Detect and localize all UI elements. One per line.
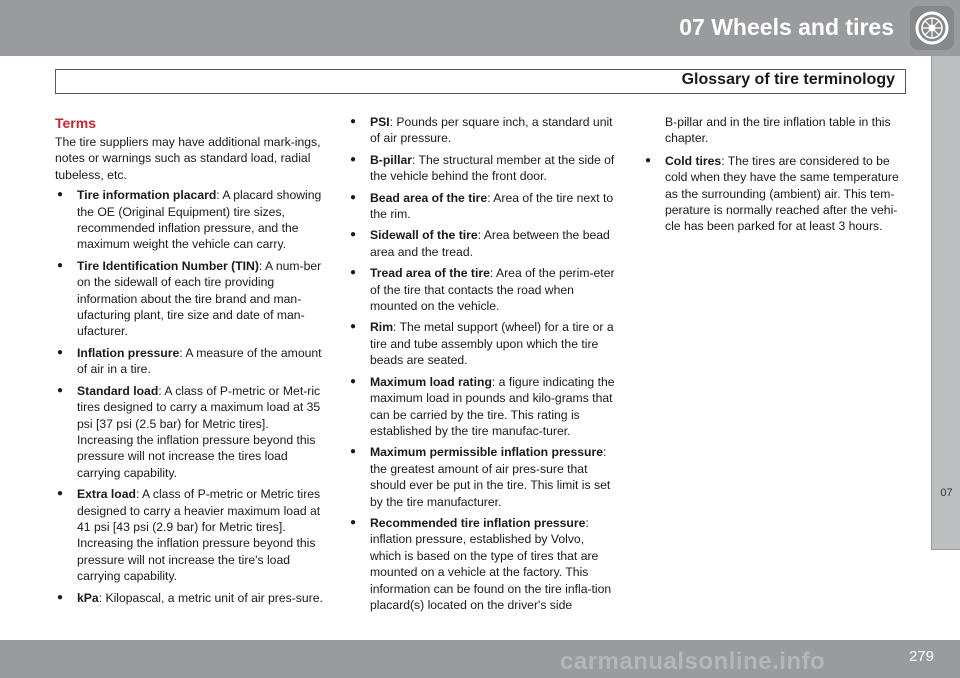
chapter-tab-label: 07 <box>940 487 953 499</box>
terms-heading: Terms <box>55 115 96 131</box>
term-definition: : A measure of the amount of air in a tire. <box>77 345 322 377</box>
terms-list-col2 <box>348 114 616 613</box>
list-item <box>55 590 326 606</box>
watermark: carmanualsonline.info <box>560 648 826 675</box>
intro-paragraph: The tire suppliers may have additional mark-ings, notes or warnings such as standard load, radial tubeless, etc. <box>55 135 321 182</box>
list-item <box>55 187 326 253</box>
list-item <box>348 152 616 185</box>
term-name: Tire Identification Number (TIN) <box>77 258 259 273</box>
term-definition: : Pounds per square inch, a standard unit of air pressure. <box>370 115 613 146</box>
list-item <box>348 265 616 314</box>
term-name: PSI <box>370 115 390 129</box>
chapter-title: 07 Wheels and tires <box>679 14 894 40</box>
list-item <box>55 486 326 584</box>
term-definition: : Area of the perim-eter of the tire that contacts the road when mounted on the vehicle. <box>370 266 615 314</box>
list-item <box>643 153 908 235</box>
bullet-icon: ● <box>350 446 357 458</box>
bullet-icon: ● <box>350 229 357 241</box>
term-definition: : Kilopascal, a metric unit of air pres-sure. <box>98 590 323 605</box>
list-item <box>348 374 616 440</box>
list-item <box>348 190 616 223</box>
term-name: Extra load <box>77 487 136 502</box>
term-name: Maximum permissible inflation pressure <box>370 445 603 460</box>
section-bar <box>55 69 906 94</box>
term-name: Bead area of the tire <box>370 190 488 205</box>
header-band <box>0 0 960 56</box>
term-name: Sidewall of the tire <box>370 228 478 243</box>
list-item <box>348 444 616 510</box>
term-name: Standard load <box>77 383 159 398</box>
term-name: Tire information placard <box>77 188 217 203</box>
term-name: kPa <box>77 590 99 605</box>
term-name: Inflation pressure <box>77 345 180 360</box>
bullet-icon: ● <box>350 153 357 165</box>
term-definition: : A placard showing the OE (Original Equipment) tire sizes, recommended inflation pressure, and the maximum weight the vehicle can carry. <box>77 188 322 252</box>
term-name: B-pillar <box>370 152 412 167</box>
list-item <box>348 114 616 147</box>
terms-list-col3 <box>643 153 908 235</box>
continued-text: B-pillar and in the tire inflation table in this chapter. <box>665 115 891 146</box>
term-definition: : A class of P-metric or Metric tires designed to carry a heavier maximum load at 41 psi [43 psi (2.9 bar) for Metric tires]. Increasing the inflation pressure beyond this pressure will not increase the tire's load carrying capability. <box>77 487 321 584</box>
term-definition: : The tires are considered to be cold when they have the same temperature as the surrounding (ambient) air. This tem-perature is normally reached after the vehi-cle has been parked for at least 3 hours. <box>665 153 899 234</box>
column-1 <box>55 114 326 611</box>
bullet-icon: ● <box>57 346 64 358</box>
bullet-icon: ● <box>57 259 64 271</box>
column-3 <box>643 114 908 240</box>
bullet-icon: ● <box>57 189 64 201</box>
term-name: Rim <box>370 320 394 335</box>
bullet-icon: ● <box>57 384 64 396</box>
chapter-side-tab[interactable] <box>931 56 960 550</box>
term-definition: : inflation pressure, established by Volvo, which is based on the type of tires that are mounted on a vehicle at the factory. This information can be found on the tire infla-tion placard(s) located on the driver's side <box>370 515 612 612</box>
term-definition: : The metal support (wheel) for a tire or a tire and tube assembly upon which the tire beads are seated. <box>370 320 614 368</box>
list-item <box>55 258 326 340</box>
bullet-icon: ● <box>350 321 357 333</box>
bullet-icon: ● <box>350 191 357 203</box>
list-item <box>55 345 326 378</box>
term-definition: : Area between the bead area and the tread. <box>370 228 610 259</box>
list-item <box>55 383 326 481</box>
bullet-icon: ● <box>645 154 652 166</box>
list-item <box>348 515 616 613</box>
term-definition: : A class of P-metric or Met-ric tires designed to carry a maximum load at 35 psi [37 psi (2.5 bar) for Metric tires]. Increasing the inflation pressure beyond this pressure will not increase the tires load carrying capability. <box>77 383 321 480</box>
bullet-icon: ● <box>350 375 357 387</box>
term-definition: : the greatest amount of air pres-sure that should ever be put in the tire. This limit is set by the tire manufacturer. <box>370 445 611 509</box>
section-title: Glossary of tire terminology <box>681 71 895 88</box>
tire-icon <box>910 6 954 50</box>
column-2 <box>348 114 616 618</box>
term-definition: : A num-ber on the sidewall of each tire providing information about the tire brand and man-ufacturing plant, tire size and date of man-ufacturer. <box>77 258 322 339</box>
term-name: Tread area of the tire <box>370 266 490 281</box>
term-name: Maximum load rating <box>370 374 492 389</box>
bullet-icon: ● <box>57 488 64 500</box>
term-name: Recommended tire inflation pressure <box>370 515 586 530</box>
bullet-icon: ● <box>350 516 357 528</box>
term-name: Cold tires <box>665 153 722 168</box>
list-item <box>348 319 616 368</box>
bullet-icon: ● <box>350 116 357 127</box>
page-number: 279 <box>908 648 934 665</box>
term-definition: : The structural member at the side of the vehicle behind the front door. <box>370 152 615 184</box>
bullet-icon: ● <box>350 267 357 279</box>
term-definition: : Area of the tire next to the rim. <box>370 190 614 222</box>
term-definition: : a figure indicating the maximum load in pounds and kilo-grams that can be carried by the tire. This rating is established by the tire manufac-turer. <box>370 374 615 438</box>
terms-list-col1 <box>55 187 326 606</box>
list-item <box>348 227 616 260</box>
bullet-icon: ● <box>57 591 64 603</box>
